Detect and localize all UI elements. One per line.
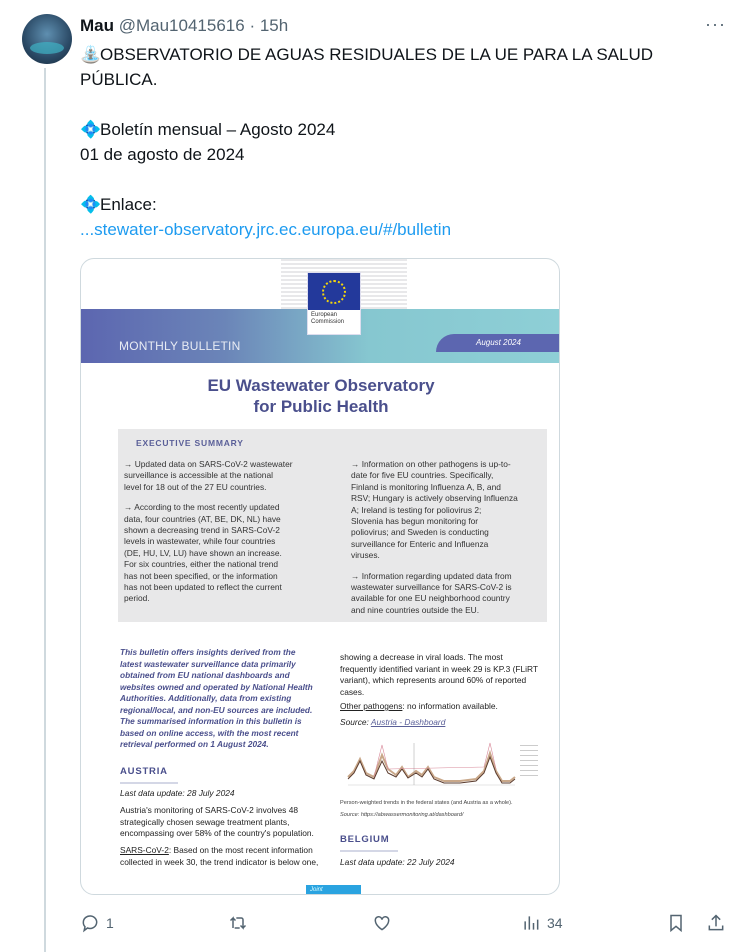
text-line: → Updated data on SARS-CoV-2 wastewater: [124, 459, 293, 469]
text-line: showing a decrease in viral loads. The most: [340, 652, 503, 662]
intro-paragraph: [120, 647, 313, 751]
text-line: Authorities. Additionally, data from existing: [120, 693, 292, 703]
text-line: period.: [124, 593, 150, 604]
text-line: has not been updated to reflect the current: [124, 582, 282, 593]
text-line: websites owned and operated by National Health: [120, 681, 313, 692]
logo-text: European: [311, 312, 338, 318]
attached-image[interactable]: [80, 258, 560, 895]
joint-tab: Joint: [306, 885, 361, 895]
text-line: available for one EU neighborhood country: [351, 593, 510, 604]
tweet-line-3: [80, 117, 335, 142]
exec-right-col: [351, 459, 518, 625]
text-line: Slovenia has begun monitoring for: [351, 516, 479, 527]
summary-bullet: [351, 459, 518, 562]
diamond-icon: 💠: [80, 195, 102, 214]
doc-title: for Public Health: [253, 397, 389, 416]
text-line: cases.: [340, 686, 365, 697]
other-pathogens: [340, 701, 498, 713]
sars-line: [120, 845, 318, 868]
body-text: collected in week 30, the trend indicator is below one,: [120, 856, 319, 867]
source-line: [340, 717, 445, 729]
share-button[interactable]: [706, 913, 726, 933]
trend-chart: [340, 737, 546, 793]
text-line: Finland is monitoring Influenza A, B, and: [351, 481, 501, 492]
more-options-icon[interactable]: ···: [705, 14, 726, 34]
thread-line: [44, 68, 46, 952]
exec-left-col: [124, 459, 293, 614]
view-count: 34: [547, 915, 563, 931]
views-icon: [521, 913, 541, 933]
repost-icon: [228, 913, 248, 933]
tweet-line-1: [80, 42, 653, 67]
text-line: (DE, HU, LV, LU) have shown an increase.: [124, 547, 282, 558]
other-label: Other pathogens: [340, 701, 403, 711]
text-line: and nine countries outside the EU.: [351, 604, 480, 615]
text-line: A; Ireland is testing for poliovirus 2;: [351, 504, 482, 515]
text-line: Austria's monitoring of SARS-CoV-2 involves 48: [120, 805, 299, 815]
text-line: has not been specified, or the information: [124, 570, 278, 581]
summary-bullet: [124, 502, 293, 605]
like-button[interactable]: [372, 913, 392, 933]
summary-bullet: [124, 459, 293, 493]
text-line: RSV; Hungary is actively observing Influenza: [351, 493, 518, 504]
text-line: latest wastewater surveillance data primarily: [120, 658, 296, 669]
diamond-icon: 💠: [80, 120, 102, 139]
sars-label: SARS-CoV-2: [120, 845, 169, 855]
tweet-text: PÚBLICA.: [80, 70, 158, 89]
austria-body: [120, 805, 314, 840]
timestamp[interactable]: 15h: [259, 16, 289, 35]
austria-update: Last data update: 28 July 2024: [120, 788, 235, 798]
text-line: variant), which represents around 60% of reported: [340, 675, 527, 685]
tweet-text: Boletín mensual – Agosto 2024: [100, 120, 336, 139]
text-line: levels in wastewater, while four countries: [124, 536, 276, 547]
author-name[interactable]: Mau: [80, 16, 114, 35]
text-line: date for five EU countries. Specifically,: [351, 470, 494, 481]
text-line: based on online access, with the most recent: [120, 727, 299, 738]
heart-icon: [372, 913, 392, 933]
text-line: surveillance is accessible at the national: [124, 470, 273, 481]
bookmark-icon: [666, 913, 686, 933]
austria-heading: AUSTRIA: [120, 766, 168, 777]
source-label: Source:: [340, 717, 371, 727]
text-line: strategically chosen sewage treatment plants,: [120, 816, 290, 827]
separator: ·: [249, 16, 256, 35]
text-line: For six countries, either the national trend: [124, 559, 279, 570]
divider: [120, 782, 178, 784]
reply-count: 1: [106, 915, 114, 931]
belgium-update: Last data update: 22 July 2024: [340, 857, 455, 867]
summary-bullet: [351, 571, 518, 617]
tweet-text: 01 de agosto de 2024: [80, 145, 245, 164]
text-line: → Information on other pathogens is up-to-: [351, 459, 511, 469]
doc-title: EU Wastewater Observatory: [207, 376, 435, 395]
text-line: data, four countries (AT, BE, DK, NL) have: [124, 513, 281, 524]
source-link: Austria - Dashboard: [370, 717, 446, 727]
text-line: wastewater surveillance for SARS-CoV-2 is: [351, 582, 512, 593]
chart-caption: Person-weighted trends in the federal states (and Austria as a whole).: [340, 800, 513, 806]
text-line: level for 18 out of the 27 EU countries.: [124, 481, 267, 492]
reply-button[interactable]: [80, 913, 114, 933]
text-line: retrieval performed on 1 August 2024.: [120, 739, 269, 749]
bulletin-link[interactable]: ...stewater-observatory.jrc.ec.europa.eu/#/bulletin: [80, 220, 452, 239]
divider: [340, 850, 398, 852]
logo-text: Commission: [311, 319, 345, 325]
eu-logo: [307, 272, 361, 335]
text-line: → Information regarding updated data from: [351, 570, 512, 581]
fountain-icon: ⛲: [80, 45, 102, 64]
bookmark-button[interactable]: [666, 913, 686, 933]
text-line: viruses.: [351, 550, 380, 561]
tweet-text: Enlace:: [100, 195, 157, 214]
chart-source: Source: https://abwassermonitoring.at/dashboard/: [340, 812, 464, 818]
author-handle[interactable]: @Mau10415616: [118, 16, 245, 35]
text-line: surveillance for Enteric and Influenza: [351, 538, 489, 549]
exec-heading: EXECUTIVE SUMMARY: [136, 438, 244, 448]
text-line: encompassing over 58% of the country's population.: [120, 828, 314, 838]
tweet-line-5: [80, 192, 157, 217]
text-line: poliovirus; and Sweden is conducting: [351, 527, 489, 538]
tweet-text: OBSERVATORIO DE AGUAS RESIDUALES DE LA UE PARA LA SALUD: [100, 45, 654, 64]
text-line: regional/local, and non-EU sources are included.: [120, 704, 313, 715]
date-pill: August 2024: [436, 334, 560, 352]
text-line: frequently identified variant in week 29 is KP.3 (FLiRT: [340, 663, 539, 674]
text-line: → According to the most recently updated: [124, 502, 280, 513]
views-button[interactable]: [521, 913, 563, 933]
reply-icon: [80, 913, 100, 933]
text-line: The summarised information in this bulletin is: [120, 716, 302, 726]
monthly-bulletin-label: MONTHLY BULLETIN: [119, 339, 241, 353]
executive-summary: [118, 429, 547, 622]
avatar[interactable]: [22, 14, 72, 64]
tweet-header: [80, 16, 288, 36]
body-text: : Based on the most recent information: [168, 845, 313, 855]
text-line: obtained from EU national dashboards and: [120, 670, 290, 680]
body-text: : no information available.: [402, 701, 498, 711]
text-line: shown a decreasing trend in SARS-CoV-2: [124, 525, 280, 536]
right-body: [340, 652, 538, 698]
text-line: This bulletin offers insights derived from the: [120, 647, 296, 657]
repost-button[interactable]: [228, 913, 248, 933]
share-icon: [706, 913, 726, 933]
belgium-heading: BELGIUM: [340, 834, 390, 845]
